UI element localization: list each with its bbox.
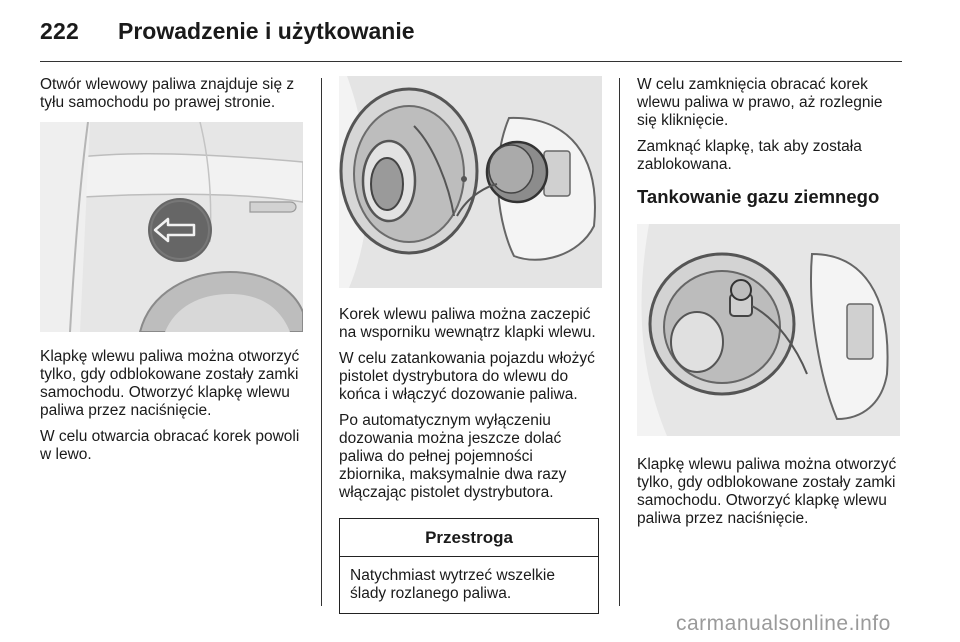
gas-inlet-drawing — [637, 224, 900, 436]
paragraph-refuel: W celu zatankowania pojazdu włożyć pistolet dystrybutora do wlewu do końca i włączyć dozowanie paliwa. — [339, 350, 595, 403]
header-rule — [40, 61, 902, 62]
intro-paragraph: Otwór wlewowy paliwa znajduje się z tyłu samochodu po prawej stronie. — [40, 76, 295, 111]
column-divider-2 — [619, 78, 620, 606]
paragraph-gas-flap: Klapkę wlewu paliwa można otworzyć tylko, gdy odblokowane zostały zamki samochodu. Otworzyć klapkę wlewu paliwa przez naciśnięcie. — [637, 456, 897, 527]
page-number: 222 — [40, 18, 79, 44]
caution-text: Natychmiast wytrzeć wszelkie ślady rozlanego paliwa. — [350, 567, 555, 602]
caution-box — [339, 518, 599, 614]
gas-inlet-illustration — [637, 224, 900, 436]
car-rear-drawing — [40, 122, 303, 332]
section-title: Prowadzenie i użytkowanie — [118, 18, 415, 44]
fuel-cap-illustration — [339, 76, 602, 288]
column-3 — [637, 76, 901, 536]
column-1 — [40, 76, 304, 472]
paragraph-close-flap: Zamknąć klapkę, tak aby została zablokowana. — [637, 138, 862, 173]
paragraph-open-cap: W celu otwarcia obracać korek powoli w lewo. — [40, 428, 300, 463]
paragraph-close-cap: W celu zamknięcia obracać korek wlewu paliwa w prawo, aż rozlegnie się kliknięcie. — [637, 76, 883, 129]
watermark: carmanualsonline.info — [676, 612, 891, 635]
paragraph-hook-cap: Korek wlewu paliwa można zaczepić na wsporniku wewnątrz klapki wlewu. — [339, 306, 596, 341]
car-rear-illustration — [40, 122, 303, 332]
paragraph-top-up: Po automatycznym wyłączeniu dozowania można jeszcze dolać paliwa do pełnej pojemności zbiornika, maksymalnie dwa razy włączając pistolet dystrybutora. — [339, 412, 567, 501]
caution-title: Przestroga — [340, 519, 598, 557]
heading-natural-gas: Tankowanie gazu ziemnego — [637, 186, 880, 207]
paragraph-open-flap: Klapkę wlewu paliwa można otworzyć tylko, gdy odblokowane zostały zamki samochodu. Otworzyć klapkę wlewu paliwa przez naciśnięcie. — [40, 348, 300, 419]
column-divider-1 — [321, 78, 322, 606]
column-2 — [339, 76, 603, 614]
fuel-cap-drawing — [339, 76, 602, 288]
